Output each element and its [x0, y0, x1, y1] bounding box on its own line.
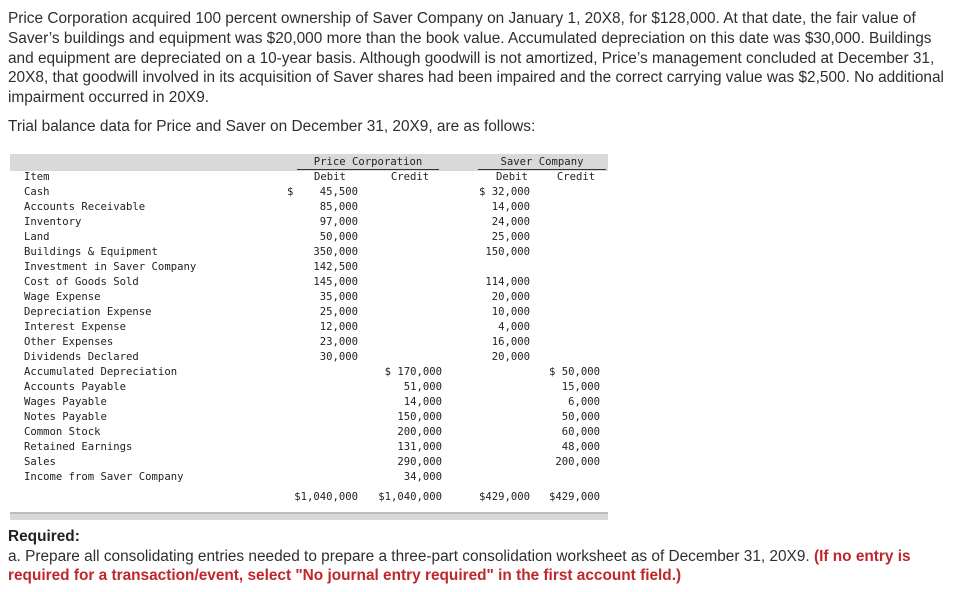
row-saver-credit: 50,000	[561, 411, 600, 423]
row-saver-debit: 114,000	[485, 276, 530, 288]
row-price-credit: 150,000	[397, 411, 442, 423]
row-item: Land	[24, 231, 50, 243]
row-item: Cash	[24, 186, 50, 198]
row-item: Other Expenses	[24, 336, 114, 348]
row-price-debit: 97,000	[319, 216, 358, 228]
row-saver-credit: 200,000	[555, 456, 600, 468]
row-price-credit: 14,000	[403, 396, 442, 408]
required-heading: Required:	[8, 528, 80, 545]
column-header-item: Item	[24, 171, 50, 183]
row-item: Investment in Saver Company	[24, 261, 197, 273]
row-saver-debit: 14,000	[491, 201, 530, 213]
price-debit-dollar-sign: $	[287, 186, 294, 198]
row-price-debit: 12,000	[319, 321, 358, 333]
total-saver-credit: $429,000	[548, 491, 600, 503]
row-price-credit: 290,000	[397, 456, 442, 468]
saver-company-header: Saver Company	[500, 156, 584, 168]
row-price-debit: 145,000	[313, 276, 358, 288]
row-price-debit: 30,000	[319, 351, 358, 363]
required-text-block	[8, 547, 958, 586]
total-price-debit: $1,040,000	[294, 491, 358, 503]
required-section	[8, 527, 958, 586]
row-price-credit: $ 170,000	[384, 366, 442, 378]
row-item: Accumulated Depreciation	[24, 366, 178, 378]
column-header-saver-credit: Credit	[556, 171, 596, 183]
total-saver-debit: $429,000	[478, 491, 530, 503]
row-price-debit: 50,000	[319, 231, 358, 243]
trial-balance-table	[10, 154, 608, 520]
row-saver-credit: 60,000	[561, 426, 600, 438]
row-saver-debit: 150,000	[485, 246, 530, 258]
row-saver-credit: 15,000	[561, 381, 600, 393]
row-item: Sales	[24, 456, 56, 468]
row-item: Depreciation Expense	[24, 306, 152, 318]
table-intro: Trial balance data for Price and Saver on December 31, 20X9, are as follows:	[8, 118, 536, 135]
column-header-saver-debit: Debit	[496, 171, 528, 183]
row-item: Accounts Receivable	[24, 201, 146, 213]
row-item: Retained Earnings	[24, 441, 133, 453]
row-saver-debit: $ 32,000	[478, 186, 530, 198]
column-header-price-credit: Credit	[390, 171, 430, 183]
row-price-debit: 142,500	[313, 261, 358, 273]
row-item: Notes Payable	[24, 411, 107, 423]
row-item: Cost of Goods Sold	[24, 276, 139, 288]
total-price-credit: $1,040,000	[378, 491, 442, 503]
row-item: Income from Saver Company	[24, 471, 184, 483]
row-price-debit: 45,500	[319, 186, 358, 198]
row-saver-credit: 48,000	[561, 441, 600, 453]
row-price-debit: 25,000	[319, 306, 358, 318]
required-part-a: a. Prepare all consolidating entries needed to prepare a three-part consolidation worksheet as of December 31, 20X9.	[8, 547, 810, 565]
row-price-credit: 51,000	[403, 381, 442, 393]
row-saver-debit: 20,000	[491, 351, 530, 363]
row-saver-credit: 6,000	[568, 396, 600, 408]
row-item: Wage Expense	[24, 291, 101, 303]
row-item: Wages Payable	[24, 396, 107, 408]
table-bottom-band	[10, 514, 608, 520]
row-price-credit: 131,000	[397, 441, 442, 453]
row-saver-credit: $ 50,000	[548, 366, 600, 378]
row-price-debit: 85,000	[319, 201, 358, 213]
row-item: Interest Expense	[24, 321, 127, 333]
row-item: Dividends Declared	[24, 351, 139, 363]
row-price-debit: 35,000	[319, 291, 358, 303]
row-saver-debit: 25,000	[491, 231, 530, 243]
price-corporation-header: Price Corporation	[313, 156, 423, 168]
row-item: Common Stock	[24, 426, 101, 438]
row-price-credit: 200,000	[397, 426, 442, 438]
row-price-debit: 23,000	[319, 336, 358, 348]
row-item: Buildings & Equipment	[24, 246, 158, 258]
column-header-price-debit: Debit	[314, 171, 346, 183]
row-item: Accounts Payable	[24, 381, 127, 393]
row-saver-debit: 16,000	[491, 336, 530, 348]
row-item: Inventory	[24, 216, 82, 228]
row-price-debit: 350,000	[313, 246, 358, 258]
row-saver-debit: 24,000	[491, 216, 530, 228]
required-instruction: (If no entry is required for a transaction/event, select "No journal entry required" in the first account field.)	[8, 547, 911, 584]
row-saver-debit: 4,000	[498, 321, 530, 333]
problem-paragraph: Price Corporation acquired 100 percent ownership of Saver Company on January 1, 20X8, for $128,000. At that date, the fair value of Saver’s buildings and equipment was $20,000 more than the book value. Accumulated depreciation on this date was $30,000. Buildings and equipment are depreciated on a 10-year basis. Although goodwill is not amortized, Price’s management concluded at December 31, 20X8, that goodwill involved in its acquisition of Saver shares had been impaired and the correct carrying value was $2,500. No additional impairment occurred in 20X9.	[8, 10, 944, 107]
row-saver-debit: 10,000	[491, 306, 530, 318]
row-price-credit: 34,000	[403, 471, 442, 483]
row-saver-debit: 20,000	[491, 291, 530, 303]
